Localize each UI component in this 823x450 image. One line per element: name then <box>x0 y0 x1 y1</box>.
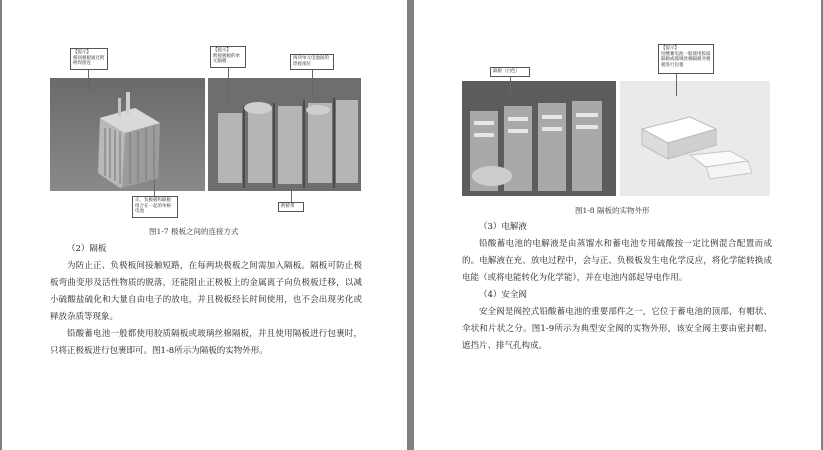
figure-1-7-caption: 图1-7 极板之间的连接方式 <box>149 227 239 236</box>
separator-sheets-photo <box>620 81 770 196</box>
figure-1-8-caption: 图1-8 隔板的实物外形 <box>575 206 650 215</box>
left-page <box>2 0 407 450</box>
paragraph-safety-valve: 安全阀是阀控式铅酸蓄电池的重要部件之一，它位于蓄电池的顶部，有帽状、伞状和片状之分。图1-9所示为典型安全阀的实物外形，该安全阀主要由密封帽、遮挡片、排气孔构成。 <box>462 307 772 351</box>
callout-a: 【提示】 相同极板通过跨桥焊接连 <box>70 48 108 70</box>
callout-b: 【提示】 跨接极板的单元隔板 <box>210 46 246 68</box>
paragraph-separator: 为防止正、负极板间接触短路，在每两块极板之间需加入隔板。隔板可防止极板弯曲变形及活性物质的脱落，还能阻止正极板上的金属离子向负极板迁移，以减小硫酸盐硫化和大量自由电子的放电，并且极板经长时间使用，也不会出现劣化或释放杂质等现象。 <box>50 261 362 322</box>
cell-divider-photo <box>208 78 361 191</box>
separator-in-battery-photo <box>462 81 616 196</box>
section-heading-safety-valve: （4）安全阀 <box>479 290 527 300</box>
callout-c: 两块单元电池间的焊接部位 <box>290 54 334 70</box>
paragraph-separator-types: 铅酸蓄电池一般都使用胶质隔板或玻璃丝棉隔板，并且使用隔板进行包裹时，只将正极板进行包裹即可。图1-8所示为隔板的实物外形。 <box>50 329 362 356</box>
right-page <box>414 0 821 450</box>
section-heading-electrolyte: （3）电解液 <box>479 222 527 232</box>
separator-hint-callout: 【提示】 铅酸蓄电池一般使用胶质隔板或玻璃丝棉隔板对极板进行包裹 <box>658 44 714 74</box>
battery-plates-photo <box>50 78 205 191</box>
callout-e: 跨桥带 <box>278 202 304 212</box>
callout-d: 正、负极板和隔板组合在一起的单格电池 <box>132 196 178 218</box>
paragraph-electrolyte: 铅酸蓄电池的电解液是由蒸馏水和蓄电池专用硫酸按一定比例混合配置而成的。电解液在充、放电过程中，会与正、负极板发生电化学反应，将化学能转换成电能（或将电能转化为化学能），并在电池内部起导电作用。 <box>462 239 772 283</box>
separator-label: 隔板（白色） <box>490 67 530 77</box>
section-heading-separator: （2）隔板 <box>67 244 107 254</box>
left-body-text <box>50 241 362 360</box>
right-body-text <box>462 219 772 355</box>
